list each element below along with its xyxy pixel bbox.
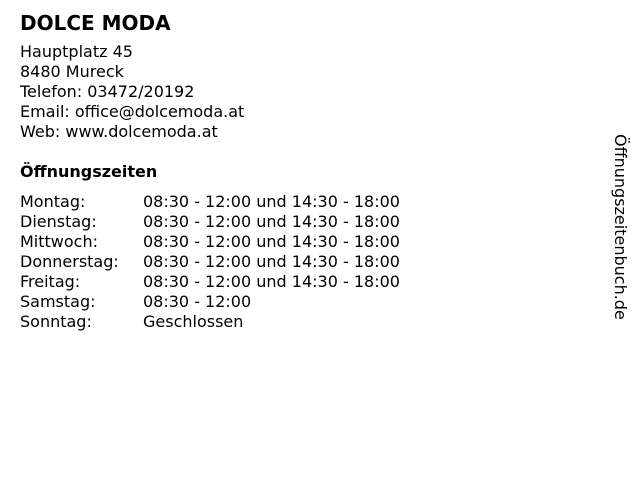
hours-time: 08:30 - 12:00 und 14:30 - 18:00 <box>143 272 400 291</box>
address-web: Web: www.dolcemoda.at <box>20 122 218 141</box>
address-street: Hauptplatz 45 <box>20 42 133 61</box>
hours-time: 08:30 - 12:00 und 14:30 - 18:00 <box>143 192 400 211</box>
address-phone: Telefon: 03472/20192 <box>20 82 195 101</box>
hours-day: Dienstag: <box>20 212 97 231</box>
hours-time: 08:30 - 12:00 und 14:30 - 18:00 <box>143 252 400 271</box>
hours-row-monday <box>20 192 400 212</box>
hours-row-saturday <box>20 292 400 312</box>
hours-time: 08:30 - 12:00 und 14:30 - 18:00 <box>143 212 400 231</box>
hours-row-wednesday <box>20 232 400 252</box>
hours-day: Mittwoch: <box>20 232 98 251</box>
hours-day: Sonntag: <box>20 312 92 331</box>
hours-day: Samstag: <box>20 292 96 311</box>
address-block <box>20 42 600 142</box>
hours-day: Freitag: <box>20 272 81 291</box>
hours-time: 08:30 - 12:00 und 14:30 - 18:00 <box>143 232 400 251</box>
opening-hours-title: Öffnungszeiten <box>20 162 158 181</box>
shop-name: DOLCE MODA <box>20 11 171 35</box>
hours-row-thursday <box>20 252 400 272</box>
hours-day: Donnerstag: <box>20 252 119 271</box>
address-email: Email: office@dolcemoda.at <box>20 102 245 121</box>
shop-info-card <box>20 10 600 332</box>
hours-time: 08:30 - 12:00 <box>143 292 252 311</box>
hours-row-tuesday <box>20 212 400 232</box>
hours-day: Montag: <box>20 192 86 211</box>
hours-row-sunday <box>20 312 400 332</box>
opening-hours-table <box>20 192 400 332</box>
hours-time: Geschlossen <box>143 312 244 331</box>
hours-row-friday <box>20 272 400 292</box>
site-watermark-label: Öffnungszeitenbuch.de <box>611 134 630 320</box>
address-city: 8480 Mureck <box>20 62 124 81</box>
